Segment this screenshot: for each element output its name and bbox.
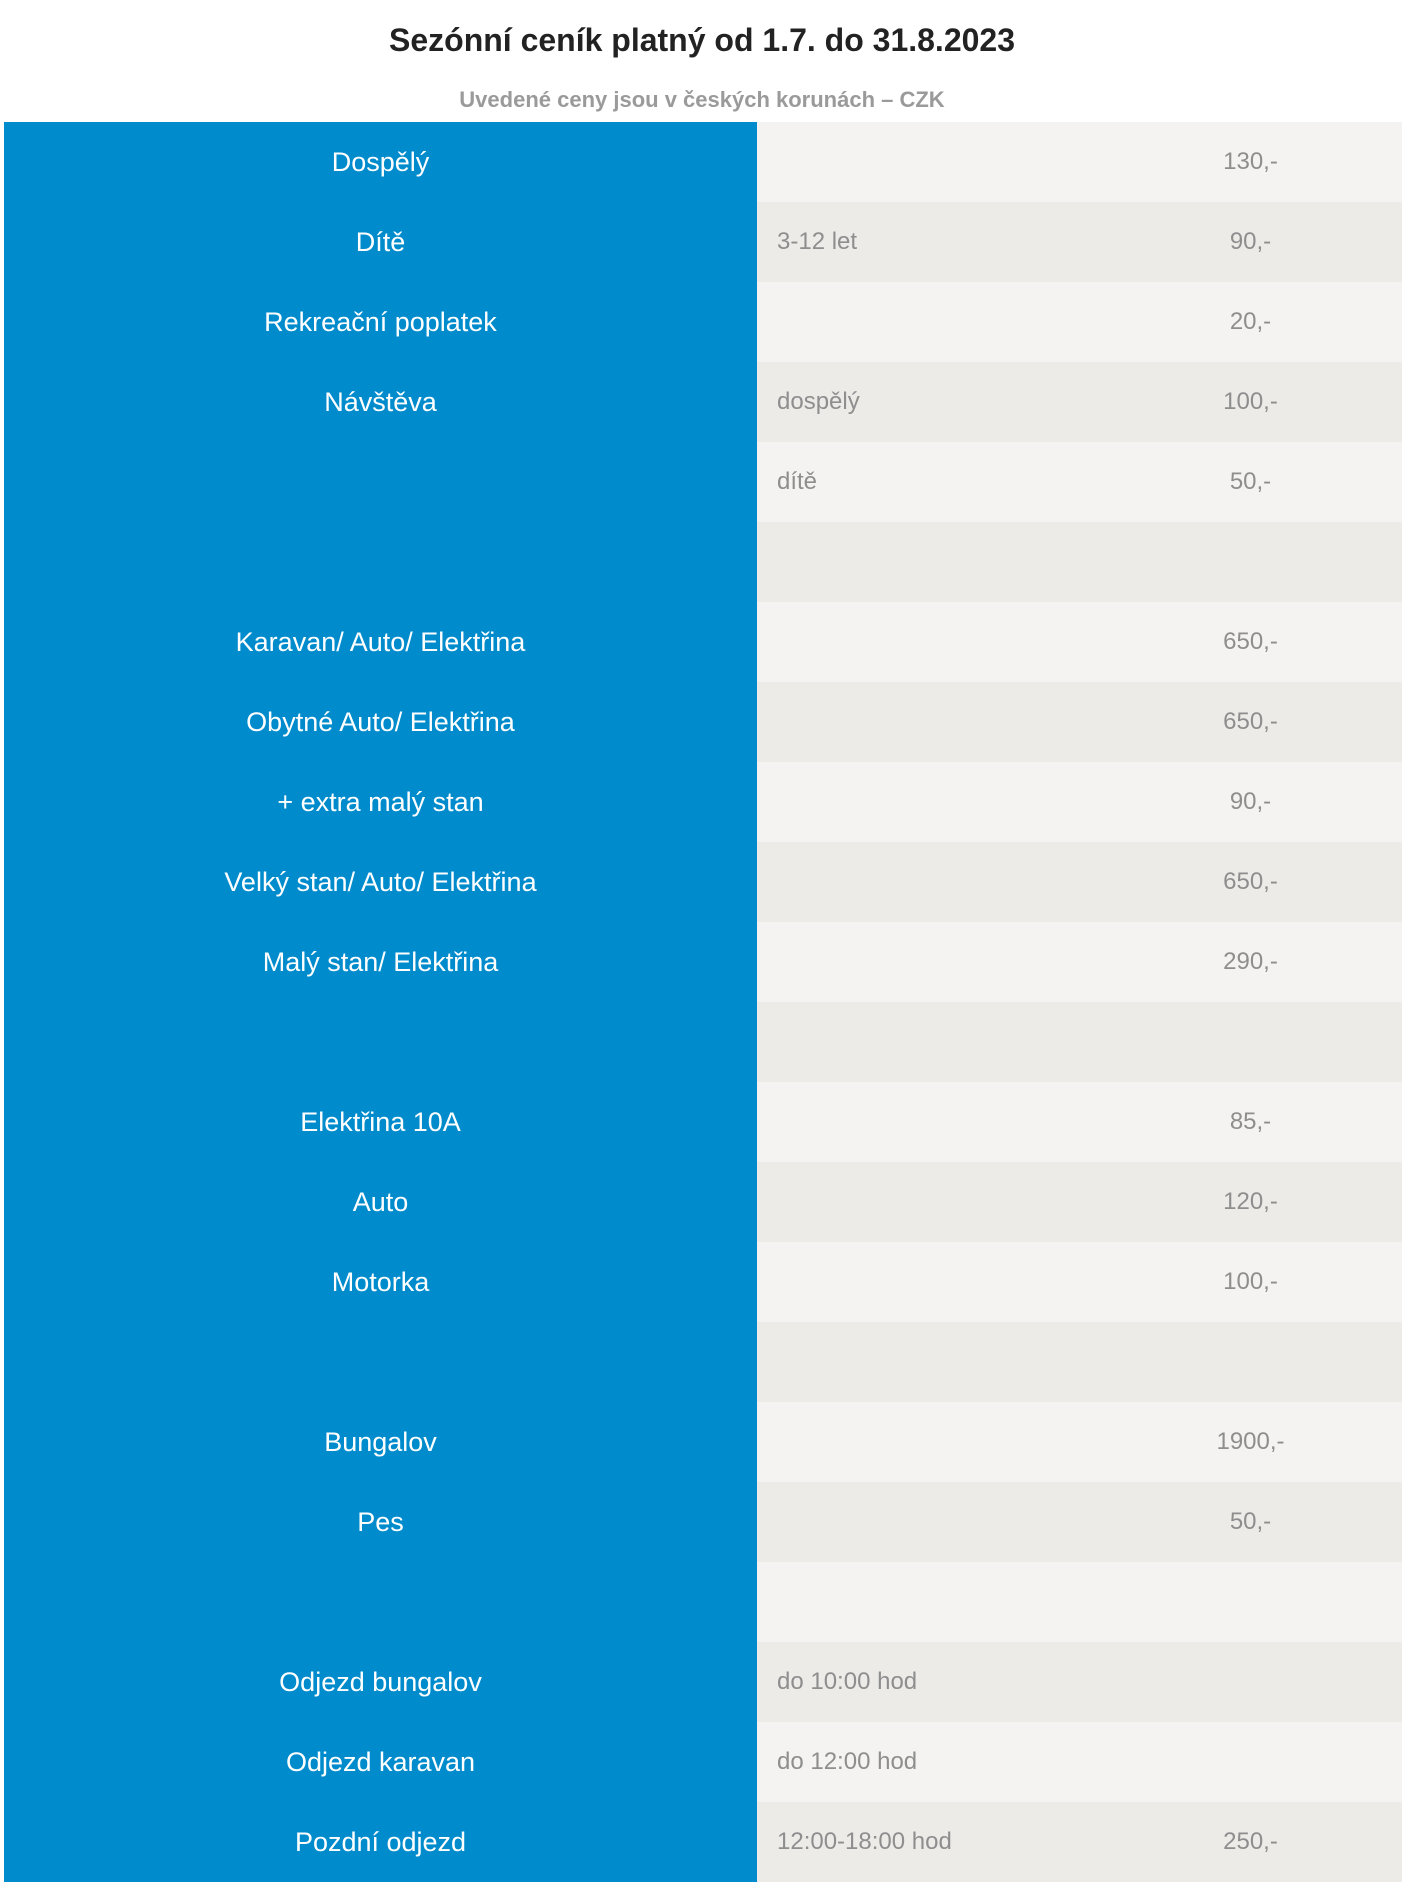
item-note: [757, 1162, 1099, 1242]
table-row: [4, 362, 1402, 442]
item-price: 50,-: [1099, 442, 1402, 522]
item-label: Dítě: [4, 202, 757, 282]
table-row: [4, 122, 1402, 202]
item-label: Elektřina 10A: [4, 1082, 757, 1162]
table-row: [4, 1642, 1402, 1722]
item-label: Odjezd bungalov: [4, 1642, 757, 1722]
item-note: [757, 122, 1099, 202]
table-row-spacer: [4, 1322, 1402, 1402]
item-label: [4, 522, 757, 602]
item-label: [4, 1002, 757, 1082]
table-row: [4, 442, 1402, 522]
item-price: 250,-: [1099, 1802, 1402, 1882]
item-note: [757, 1402, 1099, 1482]
item-label: Pozdní odjezd: [4, 1802, 757, 1882]
item-note: [757, 1082, 1099, 1162]
table-row: [4, 602, 1402, 682]
item-price: 50,-: [1099, 1482, 1402, 1562]
item-note: [757, 1002, 1099, 1082]
table-row-spacer: [4, 1562, 1402, 1642]
item-note: [757, 282, 1099, 362]
item-label: + extra malý stan: [4, 762, 757, 842]
table-row: [4, 762, 1402, 842]
item-label: [4, 1322, 757, 1402]
item-note: do 10:00 hod: [757, 1642, 1099, 1722]
table-row: [4, 682, 1402, 762]
item-label: Rekreační poplatek: [4, 282, 757, 362]
item-price: [1099, 1002, 1402, 1082]
item-note: 12:00-18:00 hod: [757, 1802, 1099, 1882]
item-price: 290,-: [1099, 922, 1402, 1002]
item-note: [757, 682, 1099, 762]
item-label: Obytné Auto/ Elektřina: [4, 682, 757, 762]
table-row: [4, 1082, 1402, 1162]
table-row: [4, 202, 1402, 282]
item-note: [757, 1482, 1099, 1562]
item-price: 120,-: [1099, 1162, 1402, 1242]
item-price: 100,-: [1099, 1242, 1402, 1322]
item-price: 130,-: [1099, 122, 1402, 202]
item-label: Návštěva: [4, 362, 757, 442]
item-price: [1099, 1322, 1402, 1402]
item-label: Bungalov: [4, 1402, 757, 1482]
item-label: Karavan/ Auto/ Elektřina: [4, 602, 757, 682]
item-price: 1900,-: [1099, 1402, 1402, 1482]
item-price: 650,-: [1099, 842, 1402, 922]
item-label: Dospělý: [4, 122, 757, 202]
table-row: [4, 1402, 1402, 1482]
table-row-spacer: [4, 1002, 1402, 1082]
item-note: [757, 602, 1099, 682]
item-price: [1099, 1642, 1402, 1722]
table-row: [4, 922, 1402, 1002]
price-table: [4, 122, 1402, 1882]
item-label: [4, 442, 757, 522]
item-label: [4, 1562, 757, 1642]
item-price: 90,-: [1099, 202, 1402, 282]
page-title: Sezónní ceník platný od 1.7. do 31.8.2023: [389, 22, 1015, 58]
item-label: Motorka: [4, 1242, 757, 1322]
table-row: [4, 1722, 1402, 1802]
item-note: [757, 1562, 1099, 1642]
item-price: 20,-: [1099, 282, 1402, 362]
item-price: 100,-: [1099, 362, 1402, 442]
page-subtitle: Uvedené ceny jsou v českých korunách – CZK: [459, 87, 945, 112]
item-price: 90,-: [1099, 762, 1402, 842]
item-price: 650,-: [1099, 682, 1402, 762]
item-price: [1099, 522, 1402, 602]
item-note: [757, 522, 1099, 602]
item-note: [757, 1242, 1099, 1322]
item-label: Velký stan/ Auto/ Elektřina: [4, 842, 757, 922]
item-label: Odjezd karavan: [4, 1722, 757, 1802]
table-row: [4, 1802, 1402, 1882]
item-note: do 12:00 hod: [757, 1722, 1099, 1802]
item-note: dospělý: [757, 362, 1099, 442]
item-note: dítě: [757, 442, 1099, 522]
item-label: Auto: [4, 1162, 757, 1242]
table-row: [4, 1482, 1402, 1562]
table-row: [4, 282, 1402, 362]
item-note: [757, 1322, 1099, 1402]
item-price: [1099, 1562, 1402, 1642]
item-label: Pes: [4, 1482, 757, 1562]
item-note: [757, 842, 1099, 922]
item-note: [757, 922, 1099, 1002]
table-row: [4, 842, 1402, 922]
table-row: [4, 1242, 1402, 1322]
item-label: Malý stan/ Elektřina: [4, 922, 757, 1002]
item-price: 85,-: [1099, 1082, 1402, 1162]
item-price: 650,-: [1099, 602, 1402, 682]
item-note: 3-12 let: [757, 202, 1099, 282]
item-price: [1099, 1722, 1402, 1802]
item-note: [757, 762, 1099, 842]
table-row-spacer: [4, 522, 1402, 602]
table-row: [4, 1162, 1402, 1242]
